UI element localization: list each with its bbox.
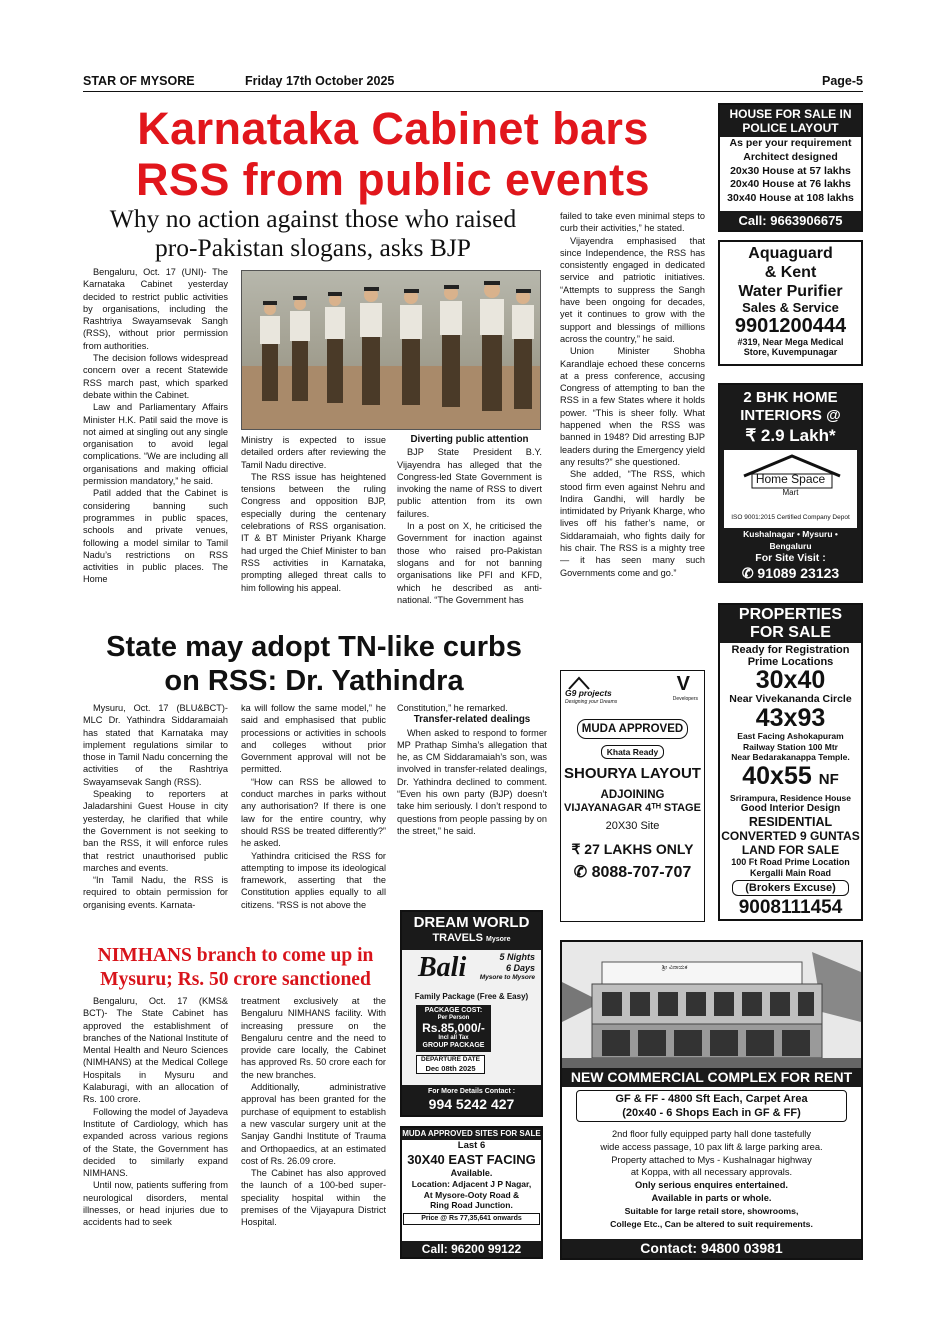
ad-line: Aquaguard bbox=[748, 245, 833, 262]
ad-line: Railway Station 100 Mtr bbox=[743, 741, 838, 752]
ad-line: East Facing Ashokapuram bbox=[737, 731, 844, 741]
main-headline-line1: Karnataka Cabinet bars bbox=[137, 103, 649, 154]
main-subhead-line2: pro-Pakistan slogans, asks BJP bbox=[155, 233, 471, 262]
story2-headline-line1: State may adopt TN-like curbs bbox=[106, 631, 522, 663]
rss-march-illustration bbox=[242, 271, 541, 430]
ad-line: SHOURYA LAYOUT bbox=[564, 765, 701, 782]
paragraph: Bengaluru, Oct. 17 (UNI)- The Karnataka Cabinet yesterday decided to restrict public activities by organisations, including the Rashtriya Swayamsevak Sangh (RSS), without prior permission from authorities. bbox=[83, 267, 228, 351]
ad-phone: 9901200444 bbox=[734, 315, 847, 337]
brand-subname: Mart bbox=[782, 488, 799, 497]
brand-name: G9 projects bbox=[565, 688, 612, 698]
ad-destination bbox=[402, 950, 541, 992]
ad-line: (Brokers Excuse) bbox=[732, 880, 849, 896]
ad-line: ADJOINING bbox=[600, 789, 665, 801]
ad-dream-world-travels bbox=[400, 910, 543, 1117]
ad-phone: 9008111454 bbox=[738, 897, 843, 918]
paragraph: When asked to respond to former MP Prathap Simha’s allegation that he, as CM Siddaramaiah’s son, was involved in transfer-related dealings, Dr. Yathindra declined to comment. “Even his own party (BJP) doesn’t take him seriously. I don’t respond to questions from people passing by on the street,” he said. bbox=[397, 727, 547, 836]
ad-line: 5 Nights bbox=[499, 952, 535, 962]
ad-line: TRAVELS bbox=[432, 932, 483, 944]
ad-cities: Kushalnagar • Mysuru • Bengaluru bbox=[743, 529, 838, 551]
ad-line: Family Package (Free & Easy) bbox=[414, 992, 529, 1001]
ad-line: 2 BHK HOME bbox=[743, 389, 838, 406]
paragraph: Law and Parliamentary Affairs Minister H.K. Patil said the move is not aimed at singling out any single organisation to avoid legal complications. “We are including all organisations and making official permission mandatory,” he said. bbox=[83, 402, 228, 487]
ad-phone: Contact: 94800 03981 bbox=[562, 1239, 861, 1258]
ad-line: RESIDENTIAL bbox=[748, 815, 833, 829]
building-illustration bbox=[562, 942, 861, 1068]
paper-name: STAR OF MYSORE bbox=[83, 74, 195, 88]
ad-line: Ready for Registration bbox=[731, 644, 850, 656]
ad-line: Last 6 bbox=[457, 1140, 486, 1151]
paragraph: Additionally, administrative approval has been granted for the purchase of equipment to establish a new vascular surgery unit at the Sanjay Gandhi Institute of Trauma and Orthopaedics, at an estimated cost of Rs. 26.09 crore. bbox=[241, 1082, 386, 1166]
paragraph: ka will follow the same model,” he said and emphasised that public processions or activities in schools and colleges without prior Government approval will not be permitted. bbox=[241, 703, 386, 775]
paragraph: Union Minister Shobha Karandlaje echoed these concerns at a press conference, accusing Congress of attempting to ban the RSS in a few States where it holds power. “This is sheer folly. What happened when the RSS was banned in 1948? Did arresting BJP leaders during the Emergency yield any results?” she questioned. bbox=[560, 346, 705, 467]
paragraph: Until now, patients suffering from neurological disorders, mental illnesses, or head injuries due to accidents had to seek bbox=[83, 1180, 228, 1228]
ad-home-interiors bbox=[718, 383, 863, 583]
ad-title: HOUSE FOR SALE IN POLICE LAYOUT bbox=[720, 105, 861, 137]
ad-line: Mysore to Mysore bbox=[479, 974, 535, 981]
header-rule bbox=[83, 91, 863, 92]
ad-phone: Call: 96200 99122 bbox=[402, 1241, 541, 1257]
rss-march-photo bbox=[241, 270, 541, 430]
ad-commercial-complex bbox=[560, 940, 863, 1260]
site-size: 40x55 bbox=[742, 761, 812, 790]
ad-line: 2nd floor fully equipped party hall done tastefully bbox=[612, 1129, 811, 1139]
ad-line: 30X40 EAST FACING bbox=[407, 1152, 536, 1167]
ad-line: For Site Visit : bbox=[755, 552, 826, 564]
ad-line: At Mysore-Ooty Road & bbox=[423, 1189, 520, 1200]
building-photo bbox=[562, 942, 861, 1068]
ad-price: ₹ 2.9 Lakh* bbox=[745, 426, 836, 445]
ad-line: Good Interior Design bbox=[740, 803, 841, 814]
ad-line: For More Details Contact : bbox=[427, 1088, 516, 1095]
paragraph: In a post on X, he criticised the Government for inaction against those who raised pro-Pakistan slogans and for not banning organisations like PFI and KFD, which he described as anti-national. “The Government has bbox=[397, 521, 542, 605]
story3-col2 bbox=[241, 995, 386, 1229]
developer-logo: V bbox=[676, 673, 690, 695]
story3-headline-line1: NIMHANS branch to come up in bbox=[97, 945, 374, 966]
ad-line: Near Bedarakanappa Temple. bbox=[731, 752, 850, 762]
masthead bbox=[83, 74, 863, 92]
developer-tag: Developers bbox=[672, 696, 698, 702]
ad-muda-sites bbox=[400, 1126, 543, 1259]
ad-line: INTERIORS @ bbox=[740, 407, 841, 424]
ad-line: As per your requirement bbox=[729, 137, 852, 149]
paragraph: Vijayendra emphasised that since Independence, the RSS has consistently engaged in dedicated service and patriotic initiatives. “Attempts to suppress the Sangh have been ongoing for decades, yet it continues to grow with the support and blessings of millions across the country,” he said. bbox=[560, 235, 705, 344]
ad-line: Kergalli Main Road bbox=[749, 868, 831, 878]
ad-logo-panel bbox=[724, 450, 857, 528]
paragraph: Following the model of Jayadeva Institute of Cardiology, which has expanded across various regions of the State, the Government has decided to similarly expand NIMHANS. bbox=[83, 1106, 228, 1179]
main-story-col2 bbox=[241, 434, 386, 594]
subheading: Transfer-related dealings bbox=[413, 714, 531, 726]
site-size: 30x40 bbox=[755, 666, 826, 694]
ad-phone: Call: 9663906675 bbox=[720, 211, 861, 230]
paragraph: Constitution,” he remarked. bbox=[397, 703, 508, 713]
ad-line: Per Person bbox=[437, 1015, 470, 1021]
ad-line: Sales & Service bbox=[742, 300, 839, 315]
ad-line: at Koppa, with all necessary approvals. bbox=[630, 1167, 793, 1178]
paragraph: failed to take even minimal steps to curb their activities,” he stated. bbox=[560, 211, 705, 234]
ad-line: (20x40 - 6 Shops Each in GF & FF) bbox=[622, 1107, 801, 1119]
brand-name: Home Space bbox=[755, 472, 826, 486]
ad-house-for-sale bbox=[718, 103, 863, 232]
ad-line: 30x40 House at 108 lakhs bbox=[727, 192, 854, 205]
paragraph: Patil added that the Cabinet is considering banning such programmes in public spaces, schools and private venues, following a model similar to Tamil Nadu’s restrictions on RSS activities in public places. The Home bbox=[83, 488, 228, 585]
ad-line: GF & FF - 4800 Sft Each, Carpet Area bbox=[615, 1093, 808, 1105]
main-story-col3 bbox=[397, 434, 542, 606]
story2-headline bbox=[83, 630, 545, 698]
ad-title: NEW COMMERCIAL COMPLEX FOR RENT bbox=[562, 1068, 861, 1087]
ad-line: Incl all Tax bbox=[438, 1035, 469, 1041]
destination-name: Bali bbox=[418, 952, 467, 983]
ad-line: PACKAGE COST: bbox=[424, 1007, 483, 1014]
ad-line: LAND FOR SALE bbox=[741, 843, 840, 857]
paragraph: Yathindra criticised the RSS for attempting to impose its ideological framework, asserting that the Constitution applies equally to all citizens. “RSS is not above the bbox=[241, 850, 386, 910]
ad-line: Location: Adjacent J P Nagar, bbox=[411, 1179, 532, 1189]
ad-line: Srirampura, Residence House bbox=[730, 792, 851, 803]
paragraph: treatment exclusively at the Bengaluru NIMHANS facility. With increasing pressure on the Bengaluru centre and the need to provide care locally, the Cabinet has approved Rs. 50 crore each for the new branches. bbox=[241, 996, 386, 1080]
ad-line: 20x30 House at 57 lakhs bbox=[730, 164, 851, 177]
facing-label: NF bbox=[818, 770, 839, 788]
story3-col1 bbox=[83, 995, 228, 1229]
story2-col2 bbox=[241, 702, 386, 911]
story2-headline-line2: on RSS: Dr. Yathindra bbox=[164, 665, 464, 697]
building-sign: ಶ್ರೀ ವಿನಾಯಕ bbox=[662, 965, 688, 971]
paragraph: BJP State President B.Y. Vijayendra has alleged that the Congress-led State Government is invoking the name of RSS to divert public attention from its own failures. bbox=[397, 447, 542, 519]
ad-price: Price @ Rs 77,35,641 onwards bbox=[403, 1213, 540, 1225]
story3-headline-line2: Mysuru; Rs. 50 crore sanctioned bbox=[100, 969, 371, 990]
ad-line: GROUP PACKAGE bbox=[422, 1042, 485, 1049]
ad-line: College Etc., Can be altered to suit requirements. bbox=[610, 1218, 813, 1229]
ad-price: ₹ 27 LAKHS ONLY bbox=[571, 841, 694, 857]
page-number: Page-5 bbox=[822, 74, 863, 88]
paragraph: The decision follows widespread concern over a recent Statewide RSS march past, which sparked debate within the Cabinet. bbox=[83, 353, 228, 400]
ad-phone: 994 5242 427 bbox=[428, 1096, 515, 1112]
ad-line: CONVERTED 9 GUNTAS bbox=[721, 829, 860, 843]
story2-col1 bbox=[83, 702, 228, 911]
ad-line: Suitable for large retail store, showrooms, bbox=[624, 1205, 799, 1216]
ad-title: PROPERTIES FOR SALE bbox=[720, 605, 861, 643]
ad-contact bbox=[402, 1085, 541, 1115]
ad-address: #319, Near Mega Medical Store, Kuvempunagar bbox=[737, 337, 844, 357]
ad-badge: MUDA APPROVED bbox=[577, 719, 688, 739]
site-size: 43x93 bbox=[755, 704, 826, 732]
package-box bbox=[416, 1005, 491, 1052]
ad-line: Ring Road Junction. bbox=[430, 1200, 513, 1210]
main-story-col4 bbox=[560, 210, 705, 579]
paragraph: The Cabinet has also approved the launch of a 100-bed super-speciality hospital within the premises of the Vijayapura District Hospital. bbox=[241, 1168, 386, 1228]
paragraph: Bengaluru, Oct. 17 (KMS& BCT)- The State Cabinet has approved the establishment of branches of the National Institute of Mental Health and Neuro Sciences (NIMHANS) at the Medical College Hospitals in Mysuru and Kalaburagi, with an allocation of Rs. 100 crore. bbox=[83, 996, 228, 1105]
ad-line: 20x40 House at 76 lakhs bbox=[730, 178, 851, 191]
ad-header bbox=[402, 912, 541, 950]
ad-line: 6 Days bbox=[505, 962, 535, 973]
ad-line: DREAM WORLD bbox=[413, 914, 530, 931]
ad-line: 100 Ft Road Prime Location bbox=[731, 857, 850, 867]
ad-line: DEPARTURE DATE bbox=[421, 1056, 480, 1063]
ad-aquaguard bbox=[718, 240, 863, 366]
ad-line: Prime Locations bbox=[747, 656, 834, 668]
paragraph: The RSS issue has heightened tensions between the ruling Congress and opposition BJP, especially during the centenary celebrations of RSS organisation. IT & BT Minister Priyank Kharge had urged the Chief Minister to ban RSS activities in Karnataka, prompting alleged threat calls to him following his appeal. bbox=[241, 471, 386, 593]
paragraph: Ministry is expected to issue detailed orders after reviewing the Tamil Nadu directive. bbox=[241, 435, 386, 470]
main-headline-line2: RSS from public events bbox=[136, 154, 650, 205]
ad-price: Rs.85,000/- bbox=[422, 1021, 485, 1035]
ad-line: Mysore bbox=[486, 936, 511, 943]
ad-logos bbox=[561, 671, 704, 711]
ad-line: Available. bbox=[450, 1168, 493, 1178]
ad-properties-for-sale bbox=[718, 603, 863, 921]
ad-line: 20X30 Site bbox=[605, 820, 660, 832]
ad-line: Property attached to Mys - Kushalnagar highway bbox=[611, 1154, 812, 1165]
ad-shourya-layout bbox=[560, 670, 705, 922]
ad-line: Available in parts or whole. bbox=[651, 1192, 772, 1203]
issue-date: Friday 17th October 2025 bbox=[245, 74, 395, 88]
ad-badge: Khata Ready bbox=[601, 745, 664, 759]
ad-line: Near Vivekananda Circle bbox=[729, 693, 852, 705]
ad-line: Dec 08th 2025 bbox=[425, 1064, 476, 1073]
ad-spec-box bbox=[576, 1090, 847, 1122]
paragraph: She added, “The RSS, which stood firm even against Nehru and Indira Gandhi, will hardly be intimidated by Priyank Kharge, who lives off his father’s name, or Siddaramaiah, who fights daily for his chair. The RSS is a mighty tree — it has seen many such Governments come and go.” bbox=[560, 469, 705, 578]
ad-line: Water Purifier bbox=[738, 283, 843, 300]
paragraph: Speaking to reporters at Jaladarshini Guest House in city yesterday, he clarified that while the Government is not seeking to ban the RSS, it will enforce rules that restrict unauthorised public marches and events. bbox=[83, 789, 228, 873]
story2-col3 bbox=[397, 702, 547, 837]
subheading: Diverting public attention bbox=[410, 434, 529, 445]
ad-line: wide access passage, 10 pax lift & large parking area. bbox=[600, 1141, 823, 1152]
ad-line: Only serious enquires entertained. bbox=[635, 1180, 788, 1191]
main-story-col1 bbox=[83, 266, 228, 586]
paragraph: “In Tamil Nadu, the RSS is required to obtain permission for organising events. Karnata- bbox=[83, 875, 228, 910]
departure-box bbox=[416, 1055, 485, 1074]
ad-line: VIJAYANAGAR 4ᵀᴴ STAGE bbox=[564, 802, 701, 814]
ad-title: MUDA APPROVED SITES FOR SALE bbox=[402, 1129, 541, 1138]
story3-headline bbox=[83, 944, 388, 992]
ad-phone: ✆ 8088-707-707 bbox=[573, 864, 692, 881]
paragraph: Mysuru, Oct. 17 (BLU&BCT)- MLC Dr. Yathindra Siddaramaiah has stated that Karnataka may implement regulations similar to those in Tamil Nadu concerning the activities of the Rashtriya Swayamsevak Sangh (RSS). bbox=[83, 703, 228, 787]
ad-line: & Kent bbox=[764, 264, 817, 281]
ad-phone: ✆ 91089 23123 bbox=[741, 565, 840, 581]
paragraph: “How can RSS be allowed to conduct marches in parks without any authorisation? If there is one law for the entire country, why should RSS be treated differently?” he asked. bbox=[241, 776, 386, 849]
iso-note: ISO 9001:2015 Certified Company Depot bbox=[731, 514, 850, 521]
brand-tag: Designing your Dreams bbox=[565, 699, 618, 705]
ad-line: Architect designed bbox=[743, 150, 838, 163]
main-subhead-line1: Why no action against those who raised bbox=[109, 204, 517, 233]
site-size-row bbox=[720, 763, 861, 793]
